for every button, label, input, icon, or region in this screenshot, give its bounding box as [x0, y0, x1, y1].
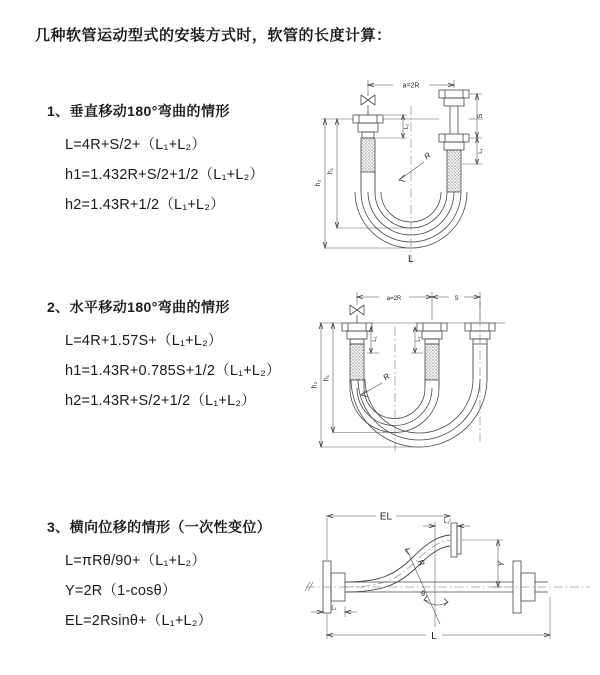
- formula-h1: h1=1.43R+0.785S+1/2（L₁+L₂）: [65, 363, 281, 379]
- section-3-heading: 3、横向位移的情形（一次性变位）: [47, 519, 272, 535]
- dim-label-l1: L₁: [372, 336, 378, 342]
- dim-label-r: R: [422, 150, 433, 162]
- dim-label-l1: L₁: [443, 519, 450, 525]
- dim-h2: [312, 323, 424, 447]
- formula-el: EL=2Rsinθ+（L₁+L₂）: [65, 613, 213, 629]
- dim-label-l: L: [408, 254, 414, 265]
- section-lateral-displacement: [47, 517, 271, 636]
- left-pipe: [353, 115, 383, 192]
- section-horizontal-180: [47, 297, 281, 416]
- displaced-flange: [451, 523, 461, 557]
- dim-label-l: L: [431, 631, 437, 642]
- diagram-vertical-180-bend: [305, 70, 597, 268]
- formula-l: L=4R+1.57S+（L₁+L₂）: [65, 333, 223, 349]
- diagram-lateral-displacement: [298, 502, 600, 654]
- dim-label-h1: h₁: [327, 167, 335, 175]
- dim-s: [432, 295, 480, 302]
- section-vertical-180: [47, 101, 264, 220]
- left-pipe: [342, 323, 372, 388]
- valve-icon: [350, 305, 364, 323]
- dim-label-l1: L₁: [416, 336, 422, 342]
- dim-l1-left: [376, 115, 410, 138]
- middle-pipe: [417, 323, 447, 388]
- formula-y: Y=2R（1-cosθ）: [65, 583, 177, 599]
- section-2-heading: 2、水平移动180°弯曲的情形: [47, 299, 230, 315]
- diagram-horizontal-180-bend: [305, 283, 597, 473]
- dim-label-s: S: [454, 295, 459, 302]
- dim-label-r: R: [381, 371, 392, 383]
- dim-label-a2r: a=2R: [402, 82, 420, 90]
- dim-h1: [328, 119, 412, 228]
- dim-label-s: S: [477, 113, 484, 119]
- dim-label-h1: h₁: [323, 374, 331, 382]
- dim-label-a2r: a=2R: [386, 295, 402, 302]
- dim-label-r: R: [415, 557, 427, 568]
- dim-label-theta: θ: [421, 591, 425, 598]
- dim-label-h2: h₂: [311, 381, 319, 389]
- dim-label-h2: h₂: [315, 179, 322, 187]
- dim-label-l1: L₁: [478, 148, 484, 154]
- dim-y: [462, 540, 506, 587]
- page-title: 几种软管运动型式的安装方式时，软管的长度计算：: [35, 27, 392, 44]
- centerline: [305, 582, 590, 591]
- radius-callout: [399, 151, 433, 182]
- dim-label-y: Y: [497, 561, 506, 567]
- formula-l: L=4R+S/2+（L₁+L₂）: [65, 137, 207, 153]
- dim-l1-left: [311, 606, 357, 618]
- dim-l: [327, 597, 550, 642]
- dim-label-el: EL: [379, 511, 393, 523]
- dim-l1-right: [475, 138, 484, 164]
- section-1-heading: 1、垂直移动180°弯曲的情形: [47, 103, 230, 119]
- dim-el: [327, 512, 450, 561]
- angle-theta: [406, 548, 448, 624]
- radius-callout: [405, 549, 427, 568]
- valve-icon: [361, 95, 375, 115]
- dim-label-l1: L₁: [331, 605, 337, 612]
- dim-a2r: [357, 292, 480, 320]
- formula-h2: h2=1.43R+S/2+1/2（L₁+L₂）: [65, 393, 256, 409]
- hose-u-bend: [350, 388, 439, 433]
- formula-l: L=πRθ/90+（L₁+L₂）: [65, 553, 207, 569]
- hose-s-curve: [345, 535, 450, 592]
- dim-label-l1: L₁: [404, 123, 410, 130]
- formula-h1: h1=1.432R+S/2+1/2（L₁+L₂）: [65, 167, 265, 183]
- formula-h2: h2=1.43R+1/2（L₁+L₂）: [65, 197, 225, 213]
- dim-a2r: [368, 80, 454, 96]
- right-pipe: [439, 90, 469, 192]
